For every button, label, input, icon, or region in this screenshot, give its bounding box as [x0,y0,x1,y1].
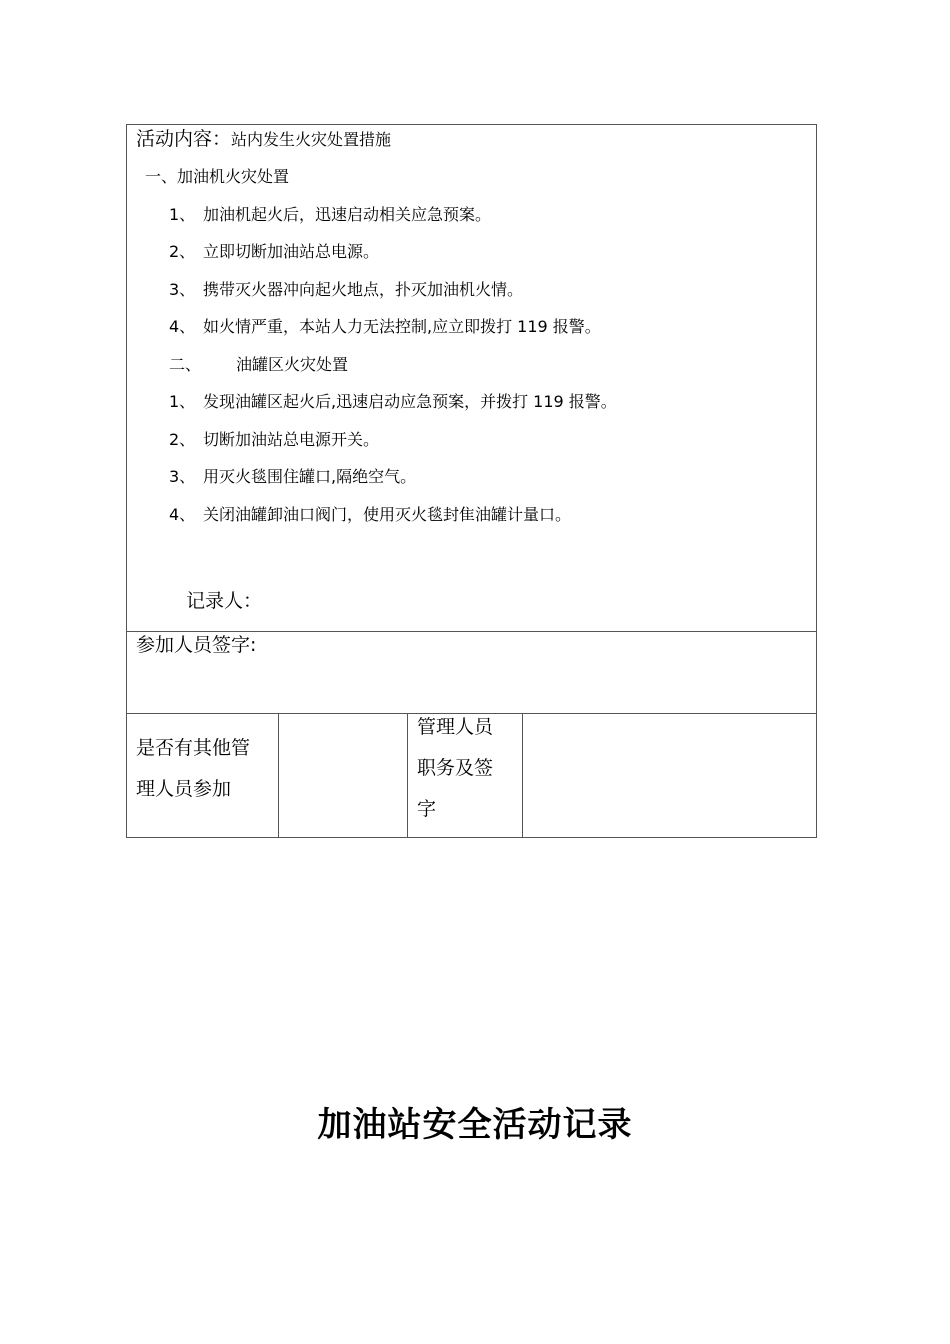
section2-item [169,504,571,526]
activity-content-label: 活动内容： [136,128,232,150]
section1-title: 一、加油机火灾处置 [145,167,290,186]
section2-title-line [169,354,348,376]
item-text: 发现油罐区起火后,迅速启动应急预案，并拨打 119 报警。 [203,392,617,411]
section1-item [169,316,601,338]
item-text: 用灭火毯围住罐口,隔绝空气。 [203,467,417,486]
manager-role-label-line: 字 [417,798,437,820]
participants-label: 参加人员签字: [136,634,257,656]
other-managers-question [127,728,278,810]
participants-row [127,632,817,714]
activity-content-heading [136,126,391,153]
manager-role-label-line: 管理人员 [417,716,494,738]
activity-record-table [126,124,817,838]
item-number: 3、 [169,467,196,486]
item-text: 关闭油罐卸油口阀门，使用灭火毯封隹油罐计量口。 [203,505,572,524]
section1-item [169,241,379,263]
other-managers-answer-cell [279,714,408,838]
participants-signature-cell [127,632,817,714]
manager-role-label-line: 职务及签 [417,757,494,779]
section2-item [169,391,617,413]
section2-item [169,466,416,488]
item-text: 切断加油站总电源开关。 [203,430,380,449]
item-text: 携带灭火器冲向起火地点，扑灭加油机火情。 [203,280,524,299]
document-title: 加油站安全活动记录 [317,1105,633,1145]
other-managers-question-line: 是否有其他管 [136,737,251,759]
section2-number: 二、 [169,355,202,374]
other-managers-question-line: 理人员参加 [136,778,232,800]
activity-content-cell [127,125,817,632]
managers-row [127,714,817,838]
section1-item [169,279,523,301]
item-text: 立即切断加油站总电源。 [203,242,380,261]
item-text: 加油机起火后，迅速启动相关应急预案。 [203,205,492,224]
recorder-label: 记录人： [186,590,263,612]
item-number: 4、 [169,317,196,336]
item-number: 2、 [169,430,196,449]
item-text: 如火情严重，本站人力无法控制,应立即拨打 119 报警。 [203,317,601,336]
item-number: 4、 [169,505,196,524]
other-managers-question-cell [127,714,279,838]
section2-item [169,429,379,451]
item-number: 3、 [169,280,196,299]
item-number: 1、 [169,205,196,224]
manager-role-signature-cell [523,714,817,838]
manager-role-label [408,707,522,830]
activity-topic: 站内发生火灾处置措施 [231,130,392,149]
activity-content-row [127,125,817,632]
section1-item [169,204,491,226]
item-number: 2、 [169,242,196,261]
manager-role-label-cell [408,714,523,838]
section2-title: 油罐区火灾处置 [236,355,349,374]
item-number: 1、 [169,392,196,411]
